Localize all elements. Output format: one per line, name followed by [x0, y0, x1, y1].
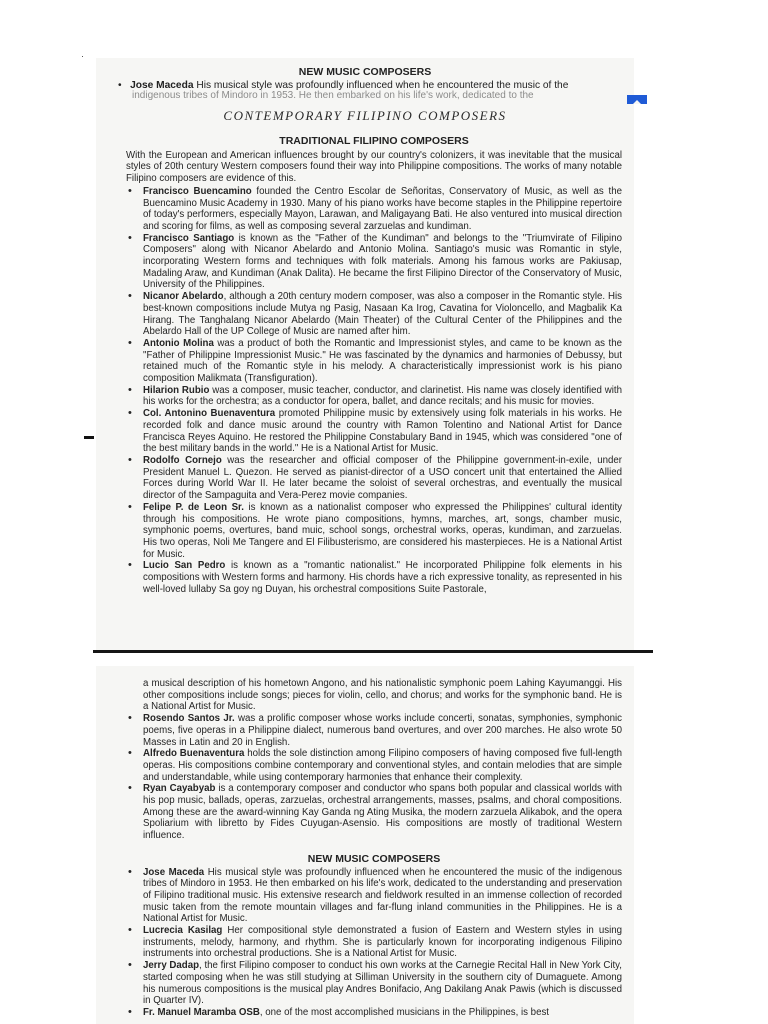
composer-entry: [126, 502, 622, 561]
composer-name: Ryan Cayabyab: [143, 783, 216, 795]
composer-list-new-music: [126, 867, 622, 1019]
composer-entry: [126, 925, 622, 960]
composer-description: was the researcher and official composer of the Philippine government-in-exile, under President Manuel L. Quezon. He served as pianist-director of a USO concert unit that entertained the Allied Forces during World War II. He later became the soloist of several orchestras, and eventually the musical director of the Sampaguita and Vera-Perez movie companies.: [143, 454, 623, 502]
composer-description: , the first Filipino composer to conduct his own works at the Carnegie Recital Hall in New York City, started composing when he was still studying at Silliman University in the southern city of Dumaguete. Among his numerous compositions is the musical play Andres Bonifacio, Ang Dakilang Anak Pawis (which is discussed in Quarter IV).: [143, 960, 622, 1007]
composer-name: Felipe P. de Leon Sr.: [143, 501, 244, 513]
composer-entry: [126, 408, 622, 455]
composer-entry: [126, 560, 622, 595]
margin-mark: [84, 436, 94, 439]
composer-description: , although a 20th century modern composer, was also a composer in the Romantic style. His best-known compositions include Mutya ng Pasig, Nasaan Ka Irog, Cavatina for Violoncello, and Magbalik Ka Hirang. The Tanghalang Nicanor Abelardo (Main Theater) of the Cultural Center of the Philippines and the Abelardo Hall of the UP College of Music are named after him.: [143, 291, 623, 338]
section-heading-traditional: TRADITIONAL FILIPINO COMPOSERS: [279, 135, 469, 147]
composer-name: Lucio San Pedro: [143, 560, 226, 572]
page-divider: [93, 650, 653, 653]
composer-description: was a product of both the Romantic and Impressionist styles, and came to be known as the "Father of Philippine Impressionist Music." He was fascinated by the dynamics and harmonies of Debussy, but retained much of the Romantic style in his melody. A characteristically impressionist work is his piano composition Malikmata (Transfiguration).: [143, 337, 623, 385]
composer-name: Francisco Santiago: [143, 232, 235, 244]
composer-entry: [126, 748, 622, 783]
composer-name: Col. Antonino Buenaventura: [143, 408, 276, 420]
composer-description: is a contemporary composer and conductor who spans both popular and classical worlds with his pop music, ballads, operas, zarzuelas, orchestral arrangements, masses, psalms, and choral compositions. Among these are the award-winning Kay Ganda ng Ating Musika, the modern zarzuela Alikabok, and the opera Spoliarium with libretto by Fides Cuyugan-Asensio. His compositions are mostly of traditional Western influence.: [143, 783, 622, 842]
composer-name: Nicanor Abelardo: [143, 291, 224, 303]
composer-entry: [126, 291, 622, 338]
top-strip-text: His musical style was profoundly influenced when he encountered the music of the: [193, 80, 569, 91]
composer-entry: [126, 385, 622, 408]
composer-description: promoted Philippine music by extensively using folk materials in his works. He recorded folk and dance music around the country with Ramon Tolentino and National Artist for Dance Francisca Reyes Aquino. He restored the Philippine Constabulary Band in 1945, which was considered "one of the best military bands in the world." He is a National Artist for Music.: [143, 408, 623, 455]
composer-entry: [126, 338, 622, 385]
composer-name: Jerry Dadap: [143, 960, 200, 972]
continuation-paragraph: a musical description of his hometown Angono, and his nationalistic symphonic poem Lahing Kayumanggi. His other compositions include songs; pieces for violin, cello, and chorus; and works for the symphonic band. He is a National Artist for Music.: [143, 678, 622, 713]
composer-description: was a composer, music teacher, conductor, and clarinetist. His name was closely identified with his works for the orchestra; as a conductor for opera, ballet, and dance recitals; and his music for movies.: [143, 384, 623, 408]
top-strip-cut-line: indigenous tribes of Mindoro in 1953. He then embarked on his life's work, dedicated to the: [132, 90, 534, 101]
composer-name: Antonio Molina: [143, 337, 214, 349]
composer-entry: [126, 233, 622, 292]
top-strip-name: Jose Maceda: [130, 80, 194, 91]
composer-entry: [126, 1007, 622, 1019]
composer-name: Fr. Manuel Maramba OSB: [143, 1006, 260, 1018]
composer-description: founded the Centro Escolar de Señoritas, Conservatory of Music, as well as the Buencamino Music Academy in 1930. Many of his piano works have become staples in the Philippine repertoire of today's performers, especially Mayon, Larawan, and Maligayang Bati. He also ventured into musical direction and scoring for films, as well as composing several zarzuelas and kundiman.: [143, 185, 622, 232]
document-body-bottom: [126, 678, 622, 1019]
composer-description: holds the sole distinction among Filipino composers of having composed five full-length operas. His compositions combine contemporary and conventional styles, and contain melodies that are simple and understandable, while using contemporary harmonies that enhance their complexity.: [143, 748, 622, 783]
composer-entry: [126, 783, 622, 842]
composer-entry: [126, 455, 622, 502]
top-strip-heading: NEW MUSIC COMPOSERS: [298, 66, 432, 78]
intro-paragraph: With the European and American influences brought by our country's colonizers, it was inevitable that the musical styles of 20th century Western composers found their way into Philippine compositions. The works of many notable Filipino composers are evidence of this.: [126, 149, 622, 185]
document-page-top: [96, 58, 634, 650]
composer-description: His musical style was profoundly influenced when he encountered the music of the indigenous tribes of Mindoro in 1953. He then embarked on his life's work, dedicated to the understanding and preservation of Filipino traditional music. His extensive research and fieldwork resulted in an immense collection of recorded music taken from the remote mountain villages and far-flung inland communities in the Philippines. He is a National Artist for Music.: [143, 866, 622, 925]
composer-description: is known as a nationalist composer who expressed the Philippines' cultural identity through his compositions. He wrote piano compositions, hymns, marches, art, songs, chamber music, symphonic poems, overtures, band muic, school songs, orchestral works, operas, kundiman, and zarzuelas. His two operas, Noli Me Tangere and El Filibusterismo, are considered his masterpieces. He is a National Artist for Music.: [143, 501, 622, 560]
composer-entry: [126, 867, 622, 926]
composer-list-traditional-continued: [126, 713, 622, 842]
composer-entry: [126, 960, 622, 1007]
composer-name: Jose Maceda: [143, 866, 205, 878]
bookmark-icon[interactable]: [627, 95, 647, 104]
composer-entry: [126, 186, 622, 233]
document-body-top: [126, 136, 622, 595]
composer-name: Francisco Buencamino: [143, 185, 252, 197]
top-strip-line: • Jose Maceda His musical style was profoundly influenced when he encountered the music of the: [118, 80, 569, 91]
composer-description: was a prolific composer whose works include concerti, sonatas, symphonies, symphonic poems, five operas in a Philippine dialect, numerous band overtures, and over 200 marches. He also wrote 50 Masses in Latin and 20 in English.: [143, 713, 623, 748]
composer-description: is known as a "romantic nationalist." He incorporated Philippine folk elements in his compositions with Western forms and harmony. His chords have a rich expressive tonality, as represented in his well-loved lullaby Sa goy ng Duyan, his orchestral compositions Suite Pastorale,: [143, 560, 622, 595]
section-heading-new-music: NEW MUSIC COMPOSERS: [307, 852, 441, 865]
composer-description: Her compositional style demonstrated a fusion of Eastern and Western styles in using instruments, melody, harmony, and rhythm. She is particularly known for incorporating indigenous Filipino instruments into orchestral productions. She is a National Artist for Music.: [143, 925, 622, 960]
composer-description: , one of the most accomplished musicians in the Philippines, is best: [259, 1006, 549, 1018]
document-title: CONTEMPORARY FILIPINO COMPOSERS: [223, 108, 507, 123]
composer-name: Rodolfo Cornejo: [143, 454, 222, 466]
composer-entry: [126, 713, 622, 748]
composer-name: Hilarion Rubio: [143, 384, 210, 396]
scan-dot: [82, 56, 83, 57]
document-page-bottom: [96, 666, 634, 1024]
composer-name: Lucrecia Kasilag: [143, 925, 223, 937]
composer-description: is known as the "Father of the Kundiman" and belongs to the "Triumvirate of Filipino Composers" along with Nicanor Abelardo and Antonio Molina. Santiago's music was Romantic in style, incorporating Western forms and techniques with folk materials. Among his famous works are Pakiusap, Madaling Araw, and Kundiman (Anak Dalita). He became the first Filipino Director of the Conservatory of Music, University of the Philippines.: [143, 232, 622, 291]
composer-name: Rosendo Santos Jr.: [143, 713, 235, 725]
composer-list-traditional: [126, 186, 622, 596]
composer-name: Alfredo Buenaventura: [143, 748, 245, 760]
